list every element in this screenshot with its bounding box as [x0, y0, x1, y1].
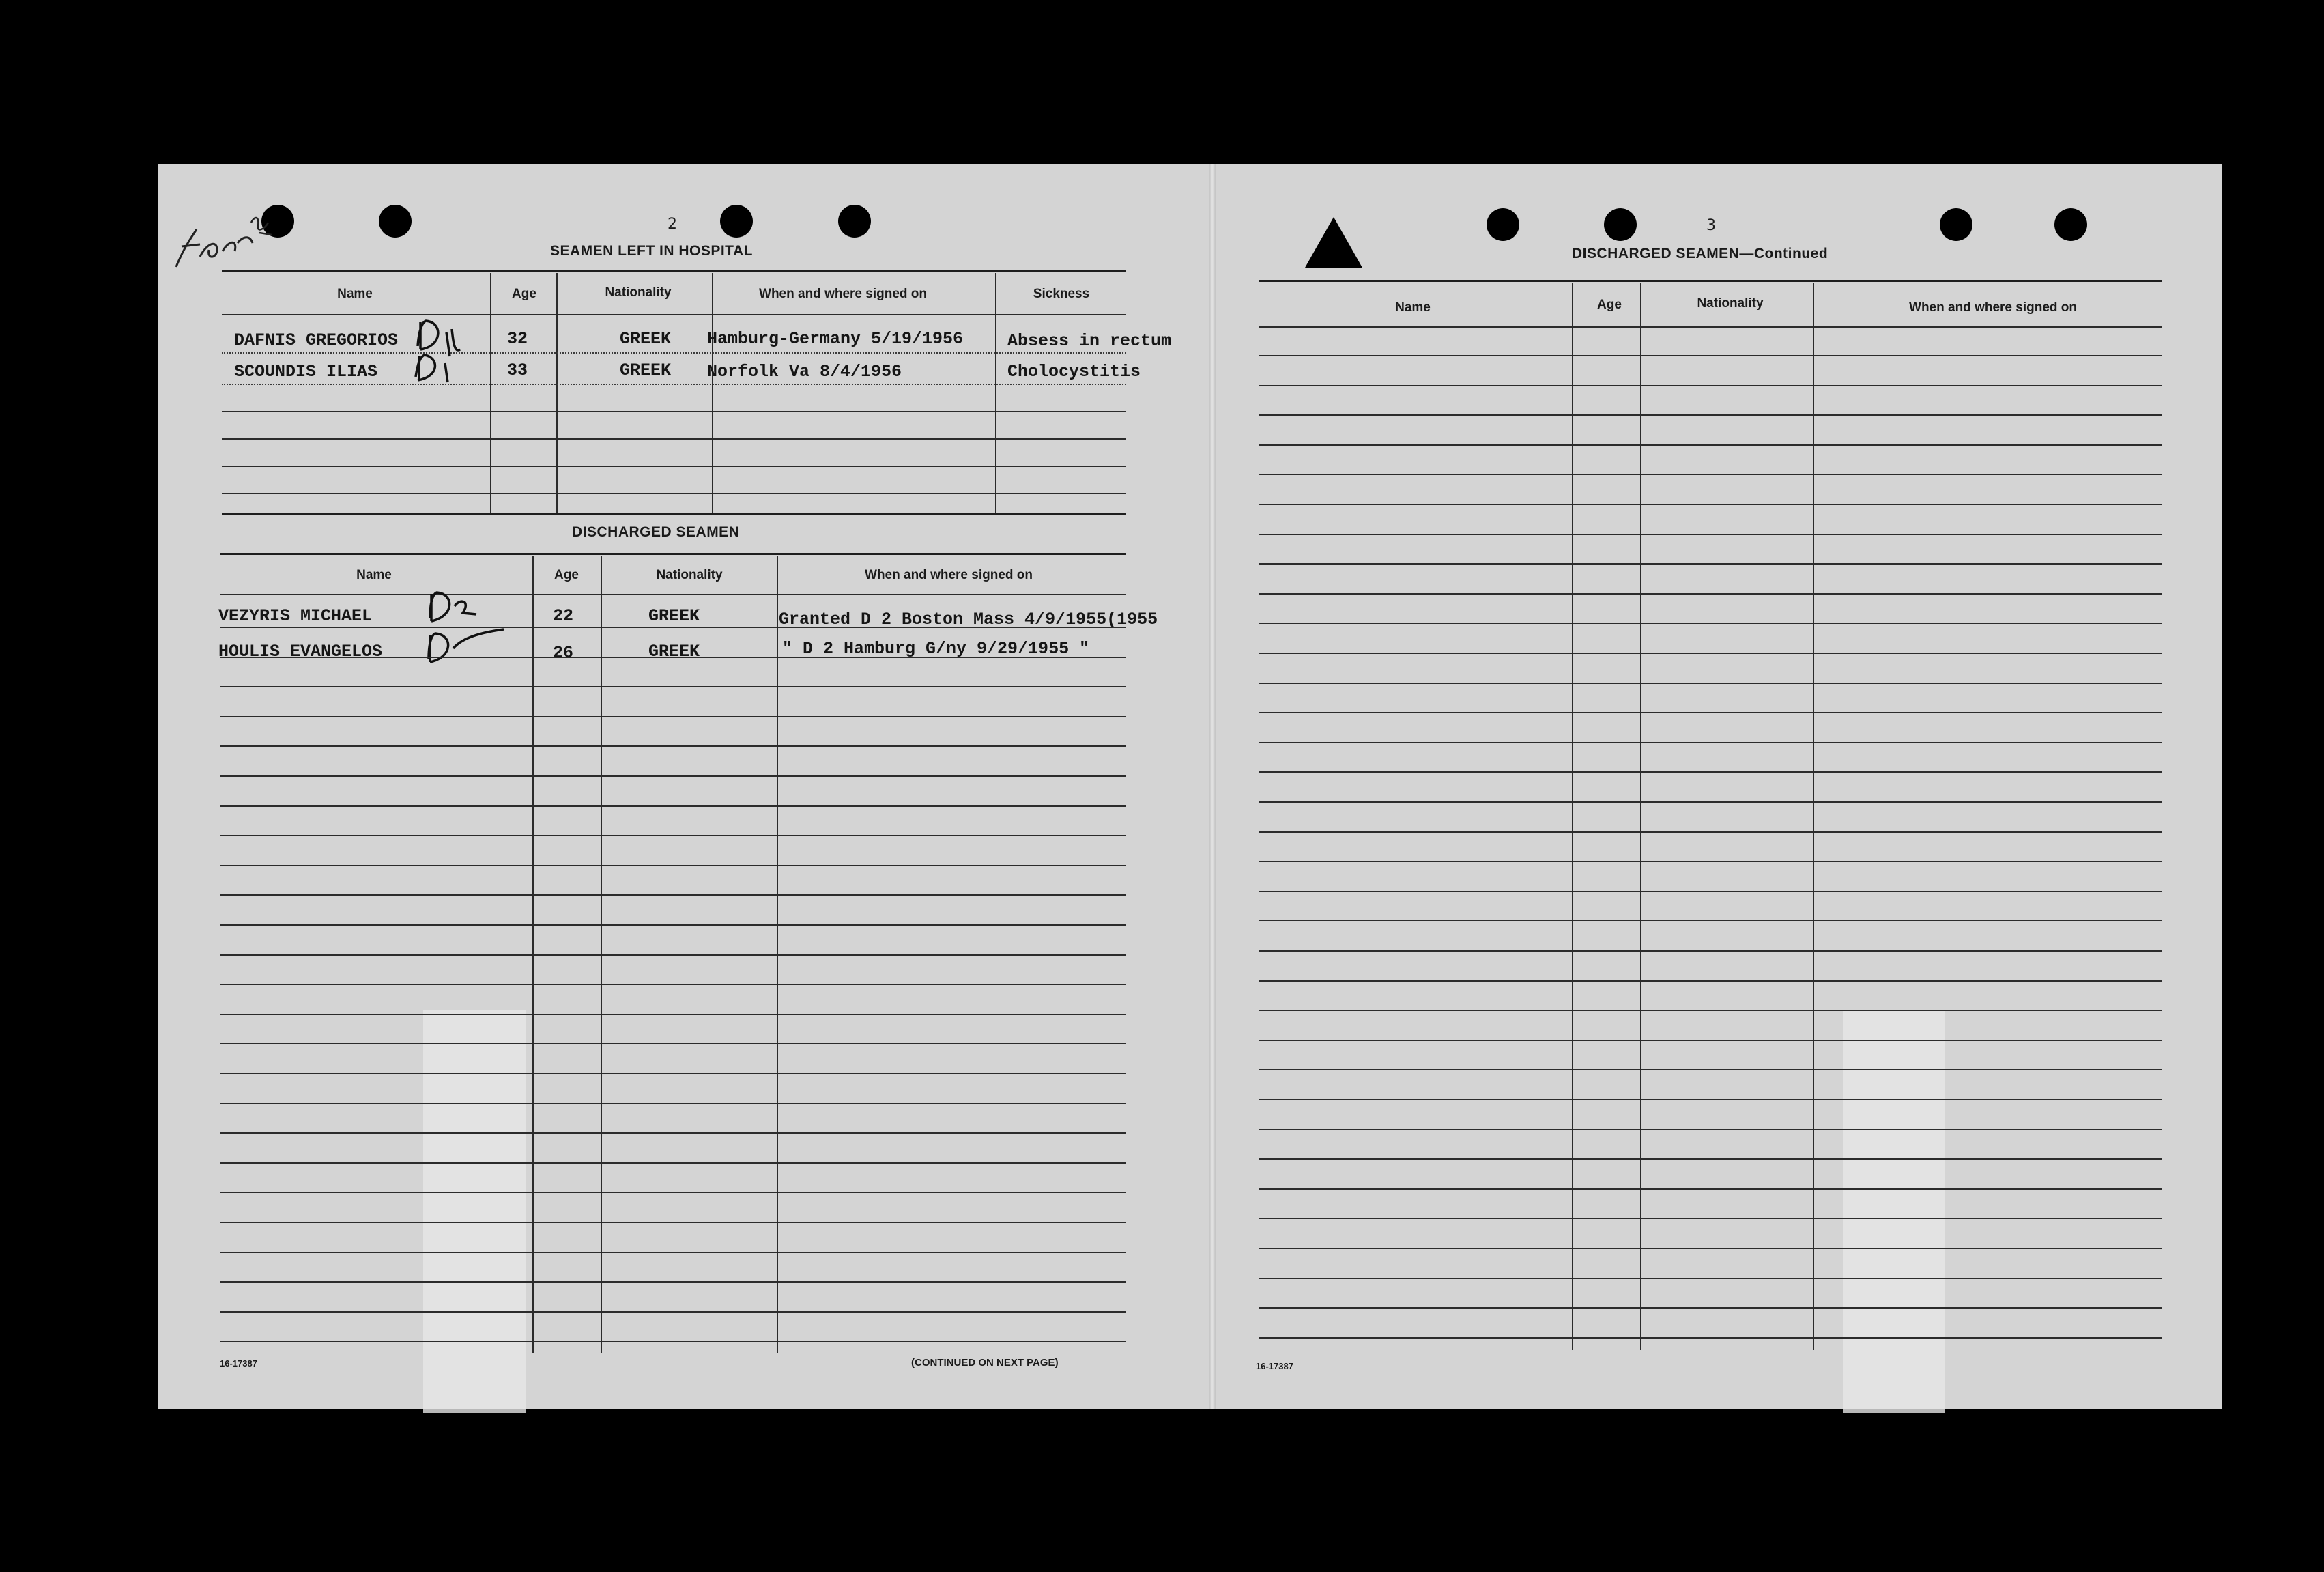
- row-rule: [1259, 1337, 2162, 1339]
- discharged-continued-title: DISCHARGED SEAMEN—Continued: [1572, 246, 1828, 261]
- column-divider: [1640, 283, 1641, 1350]
- hospital-row-2-signed-on: Norfolk Va 8/4/1956: [707, 362, 902, 382]
- punch-hole: [1604, 208, 1637, 241]
- col-header-signed-on: When and where signed on: [865, 568, 1033, 582]
- row-rule: [1259, 563, 2162, 565]
- row-rule: [220, 1132, 1126, 1134]
- punch-hole: [1487, 208, 1519, 241]
- hospital-row-1-nationality: GREEK: [620, 329, 672, 349]
- row-rule: [222, 438, 1126, 440]
- discharged-row-2-nationality: GREEK: [648, 642, 700, 661]
- row-rule: [1259, 593, 2162, 595]
- row-rule: [1259, 1218, 2162, 1219]
- col-header-name: Name: [337, 287, 373, 301]
- col-header-age: Age: [1597, 298, 1622, 312]
- col-header-nationality: Nationality: [656, 568, 723, 582]
- row-rule: [220, 1014, 1126, 1015]
- page-number: 3: [1706, 217, 1716, 234]
- hospital-row-1-age: 32: [507, 329, 528, 349]
- paper-stain: [423, 1010, 526, 1413]
- row-rule: [1259, 1158, 2162, 1160]
- row-rule: [1259, 385, 2162, 386]
- table-rule: [222, 270, 1126, 272]
- col-header-signed-on: When and where signed on: [1909, 300, 2077, 315]
- table-rule: [1259, 280, 2162, 282]
- column-divider: [995, 273, 996, 513]
- row-rule: [1259, 920, 2162, 921]
- row-rule: [1259, 504, 2162, 505]
- form-number: 16-17387: [220, 1358, 257, 1369]
- row-rule: [1259, 891, 2162, 892]
- row-rule: [1259, 683, 2162, 684]
- handwritten-d1-mark: [412, 315, 467, 384]
- col-header-name: Name: [356, 568, 392, 582]
- row-rule: [1259, 980, 2162, 982]
- row-rule: [222, 513, 1126, 515]
- hospital-row-2-nationality: GREEK: [620, 360, 672, 380]
- col-header-age: Age: [512, 287, 536, 301]
- row-rule: [220, 1341, 1126, 1342]
- hospital-row-2-sickness: Cholocystitis: [1007, 362, 1141, 382]
- row-rule: [220, 686, 1126, 687]
- table-rule: [220, 594, 1126, 595]
- discharged-row-1-name: VEZYRIS MICHAEL: [218, 606, 373, 626]
- row-rule: [1259, 1040, 2162, 1041]
- row-rule: [220, 1252, 1126, 1253]
- row-rule: [220, 1073, 1126, 1074]
- row-rule: [1259, 1248, 2162, 1249]
- punch-hole: [379, 205, 412, 238]
- row-rule: [1259, 771, 2162, 773]
- continued-footer: (CONTINUED ON NEXT PAGE): [911, 1357, 1059, 1369]
- hospital-row-1-signed-on: Hamburg-Germany 5/19/1956: [707, 329, 964, 349]
- column-divider: [712, 273, 713, 513]
- discharged-section-title: DISCHARGED SEAMEN: [572, 524, 740, 540]
- row-rule: [220, 805, 1126, 807]
- row-rule: [1259, 742, 2162, 743]
- page-number: 2: [668, 216, 677, 233]
- row-rule: [1259, 950, 2162, 952]
- table-rule: [1259, 326, 2162, 328]
- row-rule: [1259, 623, 2162, 624]
- row-rule: [220, 924, 1126, 926]
- row-rule: [220, 716, 1126, 717]
- row-rule: [1259, 534, 2162, 535]
- row-rule: [220, 1222, 1126, 1223]
- row-rule: [1259, 801, 2162, 803]
- discharged-row-1-nationality: GREEK: [648, 606, 700, 626]
- row-rule: [220, 954, 1126, 956]
- row-rule: [220, 894, 1126, 896]
- column-divider: [556, 273, 558, 513]
- table-rule: [222, 314, 1126, 315]
- row-rule: [222, 411, 1126, 412]
- row-rule: [222, 466, 1126, 467]
- row-rule: [222, 493, 1126, 494]
- page-fold: [1209, 164, 1216, 1409]
- table-rule: [220, 553, 1126, 555]
- discharged-row-1-signed-on: Granted D 2 Boston Mass 4/9/1955(1955: [779, 610, 1158, 629]
- row-rule: [220, 1103, 1126, 1104]
- hospital-row-2-name: SCOUNDIS ILIAS: [234, 362, 378, 382]
- discharged-row-2-name: HOULIS EVANGELOS: [218, 642, 383, 661]
- punch-hole: [2054, 208, 2087, 241]
- triangle-hole: [1305, 217, 1362, 268]
- row-rule: [220, 1043, 1126, 1044]
- row-rule: [1259, 1129, 2162, 1130]
- punch-hole: [1940, 208, 1972, 241]
- row-rule: [1259, 1278, 2162, 1279]
- row-rule: [1259, 831, 2162, 833]
- col-header-nationality: Nationality: [1697, 296, 1764, 311]
- row-rule: [220, 1192, 1126, 1193]
- paper-stain: [1843, 1010, 1945, 1413]
- row-rule: [220, 627, 1126, 628]
- col-header-signed-on: When and where signed on: [759, 287, 927, 301]
- col-header-age: Age: [554, 568, 579, 582]
- col-header-nationality: Nationality: [605, 285, 672, 300]
- row-rule: [220, 1311, 1126, 1313]
- row-rule: [220, 984, 1126, 985]
- row-rule: [220, 1281, 1126, 1283]
- column-divider: [490, 273, 491, 513]
- row-rule: [1259, 474, 2162, 475]
- discharged-row-2-signed-on: " D 2 Hamburg G/ny 9/29/1955 ": [782, 639, 1090, 659]
- punch-hole: [720, 205, 753, 238]
- row-rule: [1259, 444, 2162, 446]
- row-rule: [220, 657, 1126, 658]
- row-rule: [220, 745, 1126, 747]
- row-rule: [1259, 1307, 2162, 1309]
- row-rule: [220, 775, 1126, 777]
- row-rule: [1259, 1010, 2162, 1011]
- discharged-row-2-age: 26: [553, 643, 574, 663]
- row-rule: [1259, 355, 2162, 356]
- row-rule: [220, 835, 1126, 836]
- row-rule: [222, 384, 1126, 385]
- row-rule: [1259, 1188, 2162, 1190]
- row-rule: [222, 352, 1126, 354]
- row-rule: [1259, 653, 2162, 654]
- row-rule: [220, 1162, 1126, 1164]
- row-rule: [1259, 414, 2162, 416]
- column-divider: [1572, 283, 1573, 1350]
- punch-hole: [838, 205, 871, 238]
- hospital-row-1-sickness: Absess in rectum: [1007, 331, 1172, 351]
- col-header-sickness: Sickness: [1033, 287, 1090, 301]
- hospital-section-title: SEAMEN LEFT IN HOSPITAL: [550, 243, 753, 259]
- form-number: 16-17387: [1256, 1361, 1293, 1371]
- hospital-row-2-age: 33: [507, 360, 528, 380]
- hospital-row-1-name: DAFNIS GREGORIOS: [234, 330, 399, 350]
- column-divider: [1813, 283, 1814, 1350]
- row-rule: [1259, 1069, 2162, 1070]
- row-rule: [1259, 1099, 2162, 1100]
- row-rule: [1259, 712, 2162, 713]
- discharged-row-1-age: 22: [553, 606, 574, 626]
- row-rule: [220, 865, 1126, 866]
- row-rule: [1259, 861, 2162, 862]
- col-header-name: Name: [1395, 300, 1431, 315]
